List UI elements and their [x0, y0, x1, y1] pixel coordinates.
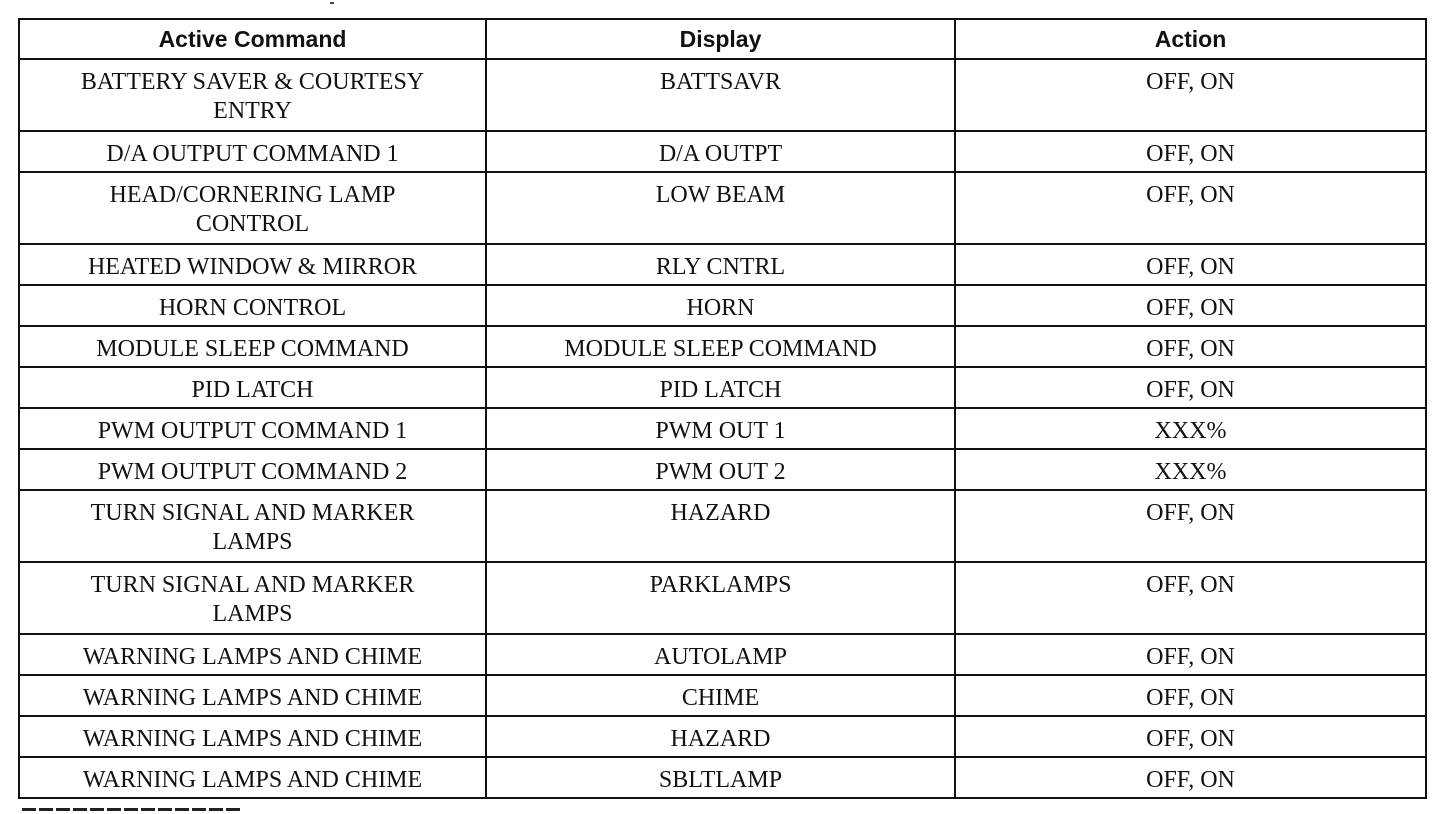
- cell-display: HAZARD: [486, 716, 955, 757]
- cell-active-command: [19, 367, 486, 408]
- cell-action: OFF, ON: [955, 634, 1426, 675]
- cell-active-command: [19, 285, 486, 326]
- header-action: Action: [955, 19, 1426, 59]
- cell-display: HAZARD: [486, 490, 955, 562]
- table-row: [19, 757, 1426, 798]
- cell-action: OFF, ON: [955, 172, 1426, 244]
- table-row: [19, 59, 1426, 131]
- cell-active-command: [19, 716, 486, 757]
- active-command-text: WARNING LAMPS AND CHIME: [82, 685, 423, 711]
- cell-display: PWM OUT 2: [486, 449, 955, 490]
- cell-active-command: [19, 244, 486, 285]
- cell-action: OFF, ON: [955, 757, 1426, 798]
- cell-display: SBLTLAMP: [486, 757, 955, 798]
- cell-display: AUTOLAMP: [486, 634, 955, 675]
- cell-action: OFF, ON: [955, 675, 1426, 716]
- cell-action: XXX%: [955, 408, 1426, 449]
- cell-active-command: [19, 449, 486, 490]
- cell-action: XXX%: [955, 449, 1426, 490]
- cell-display: LOW BEAM: [486, 172, 955, 244]
- cell-display: RLY CNTRL: [486, 244, 955, 285]
- cell-display: PARKLAMPS: [486, 562, 955, 634]
- cell-action: OFF, ON: [955, 59, 1426, 131]
- table-row: [19, 285, 1426, 326]
- active-command-text: WARNING LAMPS AND CHIME: [82, 767, 423, 793]
- table-row: [19, 244, 1426, 285]
- table-row: [19, 408, 1426, 449]
- active-command-text: D/A OUTPUT COMMAND 1: [106, 141, 399, 167]
- cell-display: PWM OUT 1: [486, 408, 955, 449]
- header-row: [19, 19, 1426, 59]
- cell-display: CHIME: [486, 675, 955, 716]
- active-command-text: HEATED WINDOW & MIRROR: [87, 254, 418, 280]
- cell-action: OFF, ON: [955, 285, 1426, 326]
- cell-display: PID LATCH: [486, 367, 955, 408]
- cell-action: OFF, ON: [955, 716, 1426, 757]
- table-body: [19, 59, 1426, 798]
- cell-action: OFF, ON: [955, 490, 1426, 562]
- cell-active-command: [19, 326, 486, 367]
- active-command-text: PWM OUTPUT COMMAND 1: [97, 418, 408, 444]
- cut-off-caption: [22, 806, 242, 814]
- table-row: [19, 326, 1426, 367]
- table-row: [19, 172, 1426, 244]
- active-command-text: BATTERY SAVER & COURTESY ENTRY: [80, 69, 425, 124]
- active-command-text: WARNING LAMPS AND CHIME: [82, 644, 423, 670]
- cell-display: MODULE SLEEP COMMAND: [486, 326, 955, 367]
- cell-active-command: [19, 59, 486, 131]
- active-command-text: TURN SIGNAL AND MARKER LAMPS: [90, 572, 415, 627]
- active-command-text: HORN CONTROL: [158, 295, 347, 321]
- active-command-text: HEAD/CORNERING LAMP CONTROL: [109, 182, 396, 237]
- table-row: [19, 716, 1426, 757]
- active-command-table: [18, 18, 1427, 799]
- active-command-table-wrapper: [18, 18, 1425, 799]
- active-command-text: TURN SIGNAL AND MARKER LAMPS: [90, 500, 415, 555]
- cell-action: OFF, ON: [955, 244, 1426, 285]
- active-command-text: PWM OUTPUT COMMAND 2: [97, 459, 408, 485]
- cell-action: OFF, ON: [955, 131, 1426, 172]
- table-row: [19, 490, 1426, 562]
- header-active-command: Active Command: [19, 19, 486, 59]
- header-display: Display: [486, 19, 955, 59]
- cell-action: OFF, ON: [955, 326, 1426, 367]
- cell-action: OFF, ON: [955, 367, 1426, 408]
- cell-active-command: [19, 131, 486, 172]
- cell-active-command: [19, 634, 486, 675]
- table-row: [19, 562, 1426, 634]
- table-row: [19, 675, 1426, 716]
- table-row: [19, 634, 1426, 675]
- cell-active-command: [19, 757, 486, 798]
- cell-active-command: [19, 408, 486, 449]
- active-command-text: PID LATCH: [191, 377, 314, 403]
- table-row: [19, 131, 1426, 172]
- scan-mark: [330, 2, 334, 4]
- active-command-text: MODULE SLEEP COMMAND: [96, 336, 409, 362]
- table-row: [19, 449, 1426, 490]
- cell-action: OFF, ON: [955, 562, 1426, 634]
- cell-active-command: [19, 675, 486, 716]
- cell-active-command: [19, 490, 486, 562]
- table-row: [19, 367, 1426, 408]
- cell-display: HORN: [486, 285, 955, 326]
- cell-active-command: [19, 562, 486, 634]
- active-command-text: WARNING LAMPS AND CHIME: [82, 726, 423, 752]
- cell-active-command: [19, 172, 486, 244]
- cell-display: BATTSAVR: [486, 59, 955, 131]
- cell-display: D/A OUTPT: [486, 131, 955, 172]
